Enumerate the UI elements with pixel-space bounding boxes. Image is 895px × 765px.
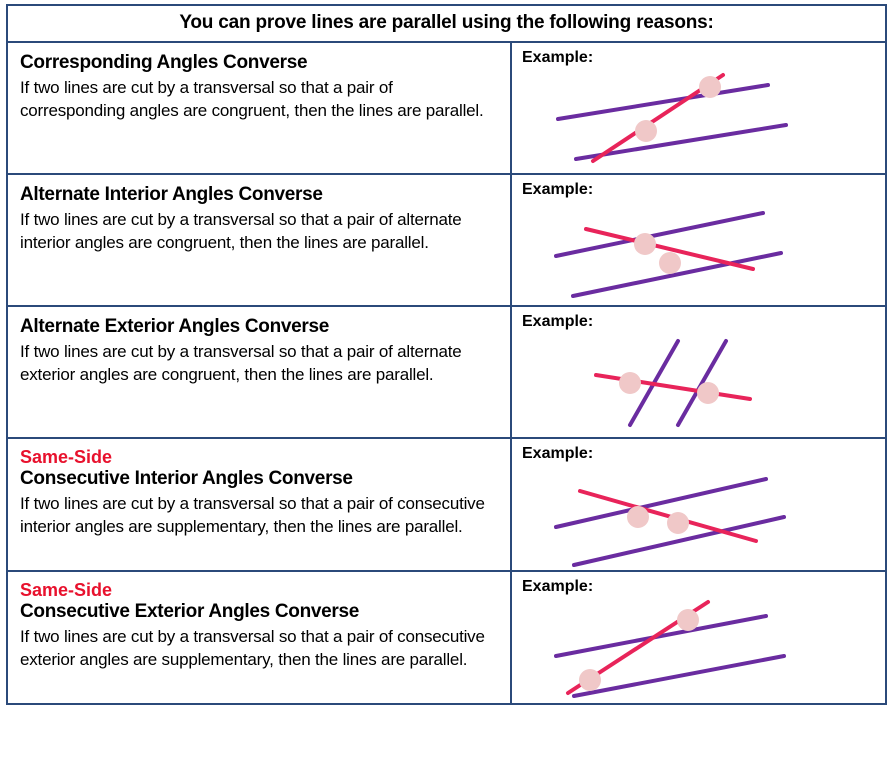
parallel-lines-reference-table: [6, 4, 887, 705]
page-title: You can prove lines are parallel using the following reasons:: [179, 12, 714, 33]
rule-cell: [8, 307, 512, 437]
rule-description: If two lines are cut by a transversal so that a pair of consecutive interior angles are supplementary, then the lines are parallel.: [20, 494, 485, 536]
table-row: [8, 307, 885, 439]
table-header-row: [8, 6, 885, 43]
table-row: [8, 43, 885, 175]
corresponding-angles-figure: [538, 69, 868, 164]
example-label: Example:: [522, 49, 594, 66]
example-label: Example:: [522, 181, 594, 198]
rule-title: Consecutive Exterior Angles Converse: [20, 601, 360, 622]
same-side-tag: Same-Side: [20, 447, 113, 467]
rule-description: If two lines are cut by a transversal so that a pair of consecutive exterior angles are supplementary, then the lines are parallel.: [20, 627, 485, 669]
table-row: [8, 439, 885, 572]
rule-title: Corresponding Angles Converse: [20, 52, 308, 73]
consecutive-exterior-angles-figure: [538, 598, 868, 703]
example-label: Example:: [522, 445, 594, 462]
example-cell: [512, 572, 885, 703]
consecutive-interior-angles-figure: [538, 465, 868, 570]
same-side-tag: Same-Side: [20, 580, 113, 600]
rule-cell: [8, 572, 512, 703]
rule-title: Consecutive Interior Angles Converse: [20, 468, 353, 489]
rule-cell: [8, 439, 512, 570]
rule-description: If two lines are cut by a transversal so that a pair of alternate interior angles are congruent, then the lines are parallel.: [20, 210, 462, 252]
example-label: Example:: [522, 313, 594, 330]
alternate-exterior-angles-figure: [538, 333, 868, 433]
example-label: Example:: [522, 578, 594, 595]
example-cell: [512, 43, 885, 173]
rule-description: If two lines are cut by a transversal so that a pair of alternate exterior angles are congruent, then the lines are parallel.: [20, 342, 462, 384]
rule-title: Alternate Interior Angles Converse: [20, 184, 323, 205]
example-cell: [512, 175, 885, 305]
table-row: [8, 572, 885, 703]
rule-title: Alternate Exterior Angles Converse: [20, 316, 330, 337]
rule-description: If two lines are cut by a transversal so that a pair of corresponding angles are congruent, then the lines are parallel.: [20, 78, 484, 120]
rule-cell: [8, 175, 512, 305]
alternate-interior-angles-figure: [538, 201, 868, 301]
example-cell: [512, 439, 885, 570]
table-row: [8, 175, 885, 307]
example-cell: [512, 307, 885, 437]
rule-cell: [8, 43, 512, 173]
